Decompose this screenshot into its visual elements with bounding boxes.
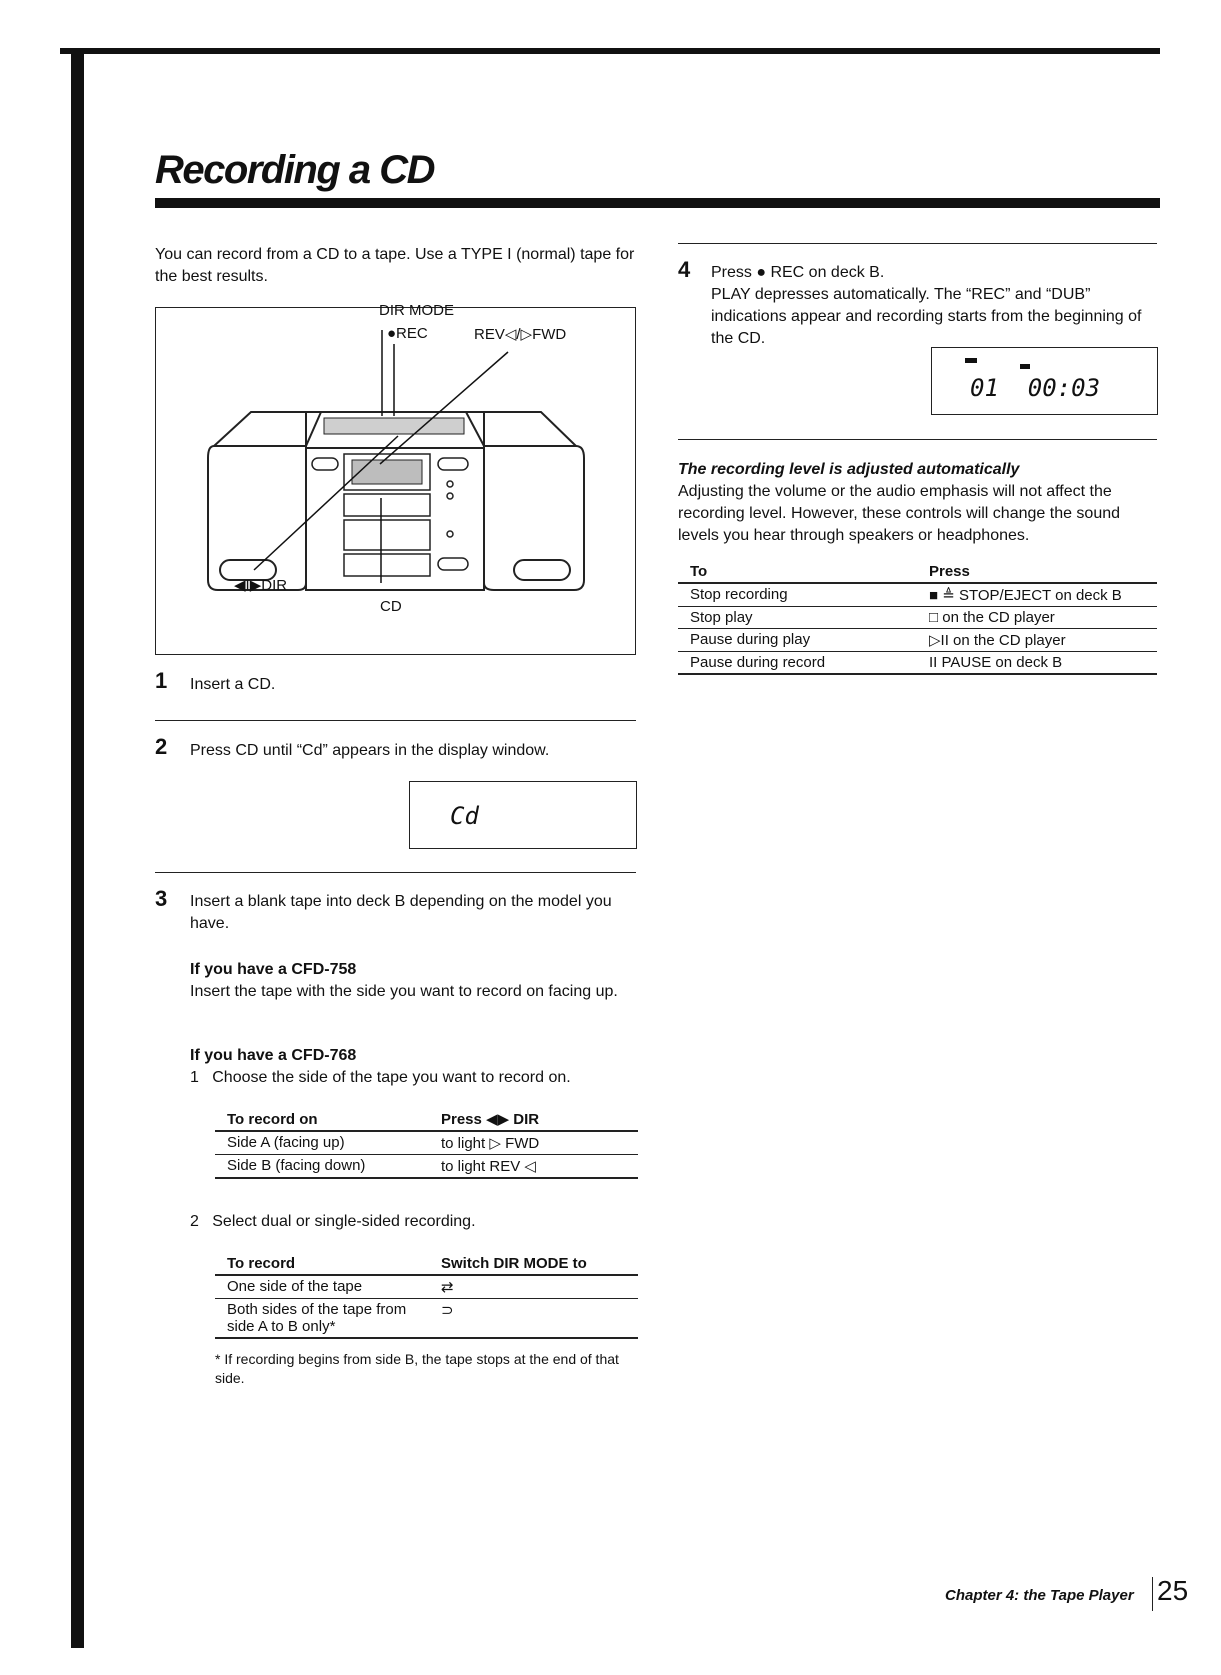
table-cell: ■ ≜ STOP/EJECT on deck B: [917, 583, 1157, 607]
step-3-text: Insert a blank tape into deck B depending on the model you have.: [190, 893, 612, 932]
rec-display-window: [931, 347, 1158, 415]
divider: [155, 720, 636, 721]
dir-mode-table: [215, 1253, 638, 1339]
dir-mode-label: DIR MODE: [379, 302, 454, 319]
table-row: [678, 652, 1157, 675]
cd-display-window: [409, 781, 637, 849]
table-cell: Side A (facing up): [215, 1131, 429, 1155]
rec-label: ●REC: [387, 325, 428, 342]
table-cell: to light REV ◁: [429, 1155, 638, 1179]
cfd768-heading: If you have a CFD-768: [190, 1047, 357, 1064]
auto-level-heading: The recording level is adjusted automatically: [678, 461, 1020, 478]
display-text: Cd: [450, 802, 479, 830]
table-cell: Pause during record: [678, 652, 917, 675]
page-number: 25: [1157, 1575, 1189, 1606]
table-cell: Pause during play: [678, 629, 917, 652]
table-row: [678, 583, 1157, 607]
table-row: [215, 1155, 638, 1179]
divider: [678, 243, 1157, 244]
dir-label: ◀I▶DIR: [234, 577, 288, 594]
control-table: [678, 561, 1157, 675]
substep-text: Select dual or single-sided recording.: [212, 1213, 476, 1230]
top-rule: [60, 48, 1160, 54]
step-4-detail: PLAY depresses automatically. The “REC” and “DUB” indications appear and recording starts from the beginning of the CD.: [711, 286, 1142, 347]
cfd768-substep-1: [190, 1067, 571, 1089]
table-header-row: [215, 1253, 638, 1275]
indicator-mark: [965, 358, 977, 363]
record-side-table: [215, 1108, 638, 1179]
table-header-row: [215, 1108, 638, 1131]
cfd758-heading: If you have a CFD-758: [190, 961, 357, 978]
intro-text: You can record from a CD to a tape. Use a TYPE I (normal) tape for the best results.: [155, 246, 635, 285]
step-2-text: Press CD until “Cd” appears in the display window.: [190, 742, 550, 759]
left-margin-bar: [71, 48, 84, 1648]
table-cell: Side B (facing down): [215, 1155, 429, 1179]
table-row: [678, 607, 1157, 629]
table-header: Switch DIR MODE to: [429, 1253, 638, 1275]
table-row: [215, 1131, 638, 1155]
footer-divider: [1152, 1577, 1153, 1611]
cfd768-substep-2: [190, 1211, 476, 1233]
cd-player-diagram: [155, 302, 636, 655]
step-4-text: Press ● REC on deck B.: [711, 264, 885, 281]
step-number: 3: [155, 886, 168, 911]
table-cell: ▷II on the CD player: [917, 629, 1157, 652]
table-row: [678, 629, 1157, 652]
table-cell: Both sides of the tape from side A to B only*: [215, 1299, 429, 1339]
cd-label: CD: [380, 598, 402, 615]
table-header: Press: [917, 561, 1157, 583]
title-rule: [155, 198, 1160, 208]
step-number: 2: [155, 734, 168, 759]
step-number: 4: [678, 257, 691, 282]
step-1-text: Insert a CD.: [190, 676, 276, 693]
rev-fwd-label: REV◁/▷FWD: [474, 326, 567, 343]
page-title: Recording a CD: [155, 148, 435, 192]
divider: [155, 872, 636, 873]
table-cell: One side of the tape: [215, 1275, 429, 1299]
table-header: To: [678, 561, 917, 583]
substep-number: 1: [190, 1069, 199, 1086]
auto-level-text: Adjusting the volume or the audio emphasis will not affect the recording level. However, these controls will change the sound levels you hear through speakers or headphones.: [678, 483, 1121, 544]
table-cell: □ on the CD player: [917, 607, 1157, 629]
table-cell: ⇄: [429, 1275, 638, 1299]
table-cell: to light ▷ FWD: [429, 1131, 638, 1155]
table-header-row: [678, 561, 1157, 583]
step-number: 1: [155, 668, 168, 693]
table-cell: ⊃: [429, 1299, 638, 1339]
table-header: To record on: [215, 1108, 429, 1131]
chapter-footer: Chapter 4: the Tape Player: [945, 1587, 1134, 1604]
table-cell: Stop recording: [678, 583, 917, 607]
divider: [678, 439, 1157, 440]
substep-text: Choose the side of the tape you want to record on.: [212, 1069, 571, 1086]
table-row: [215, 1275, 638, 1299]
display-text: 01 00:03: [970, 374, 1101, 402]
table-header: To record: [215, 1253, 429, 1275]
table-row: [215, 1299, 638, 1339]
indicator-mark: [1020, 364, 1030, 369]
table-cell: Stop play: [678, 607, 917, 629]
cfd758-text: Insert the tape with the side you want to record on facing up.: [190, 983, 618, 1000]
table-cell: II PAUSE on deck B: [917, 652, 1157, 675]
substep-number: 2: [190, 1213, 199, 1230]
footnote: * If recording begins from side B, the tape stops at the end of that side.: [215, 1351, 619, 1386]
table-header: Press ◀▶ DIR: [429, 1108, 638, 1131]
